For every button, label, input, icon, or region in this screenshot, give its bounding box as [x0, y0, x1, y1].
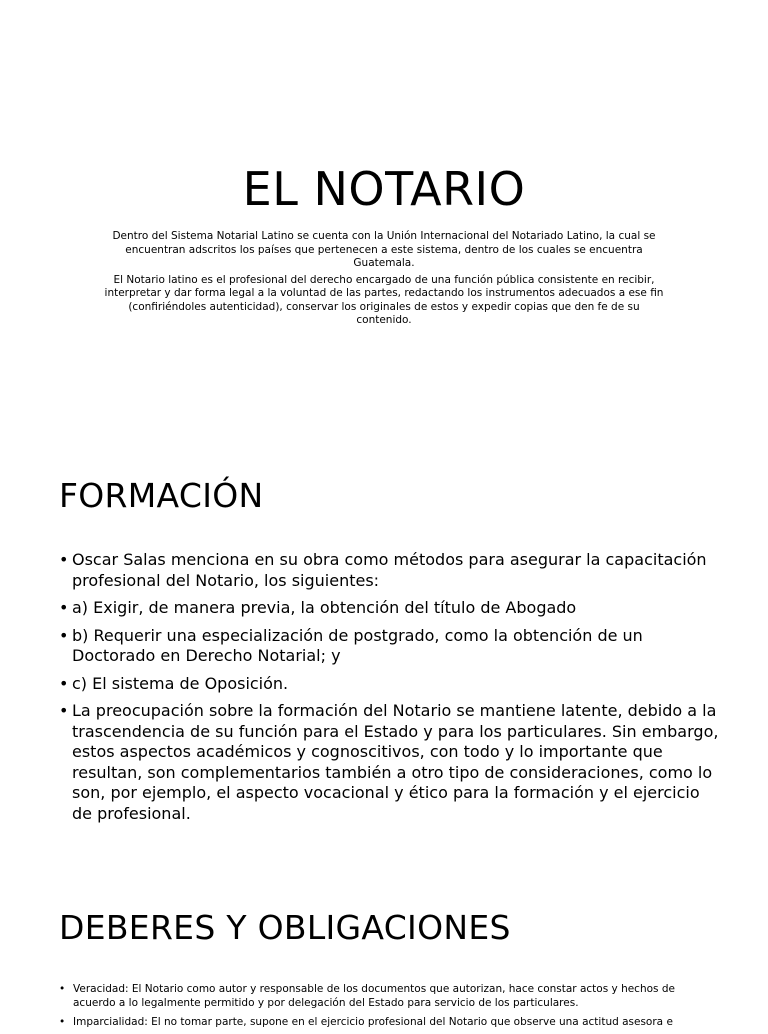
slide-heading: FORMACIÓN	[59, 476, 264, 515]
list-item: • Veracidad: El Notario como autor y responsable de los documentos que autorizan, hace constar actos y hechos de acuerdo a lo legalmente permitido y por delegación del Estado para servicio de los particulares.	[59, 982, 719, 1010]
slide-heading: DEBERES Y OBLIGACIONES	[59, 908, 511, 947]
list-item: • a) Exigir, de manera previa, la obtención del título de Abogado	[59, 598, 719, 619]
list-item: • Imparcialidad: El no tomar parte, supone en el ejercicio profesional del Notario que observe una actitud asesora e	[59, 1015, 719, 1029]
slide-title: EL NOTARIO	[242, 162, 526, 216]
list-item: • b) Requerir una especialización de postgrado, como la obtención de un Doctorado en Derecho Notarial; y	[59, 626, 719, 667]
bullet-list	[59, 550, 719, 831]
list-item: • La preocupación sobre la formación del Notario se mantiene latente, debido a la trascendencia de su función para el Estado y para los particulares. Sin embargo, estos aspectos académicos y cognoscitivos, con todo y lo importante que resultan, son complementarios también a otro tipo de consideraciones, como lo son, por ejemplo, el aspecto vocacional y ético para la formación y el ejercicio de profesional.	[59, 701, 719, 824]
list-item: • Oscar Salas menciona en su obra como métodos para asegurar la capacitación profesional del Notario, los siguientes:	[59, 550, 719, 591]
paragraph: Dentro del Sistema Notarial Latino se cuenta con la Unión Internacional del Notariado Latino, la cual se encuentran adscritos los países que pertenecen a este sistema, dentro de los cuales se encuentra Guatemala.	[112, 230, 656, 269]
slide-el-notario	[0, 0, 768, 432]
slide-deberes-obligaciones	[0, 864, 768, 1028]
paragraph: El Notario latino es el profesional del derecho encargado de una función pública consistente en recibir, interpretar y dar forma legal a la voluntad de las partes, redactando los instrumentos adecuados a ese fin (confiriéndoles autenticidad), conservar los originales de estos y expedir copias que den fe de su contenido.	[104, 273, 664, 326]
slide-subtitle	[100, 230, 668, 331]
slide-formacion	[0, 432, 768, 864]
bullet-list	[59, 982, 719, 1034]
list-item: • c) El sistema de Oposición.	[59, 674, 719, 695]
